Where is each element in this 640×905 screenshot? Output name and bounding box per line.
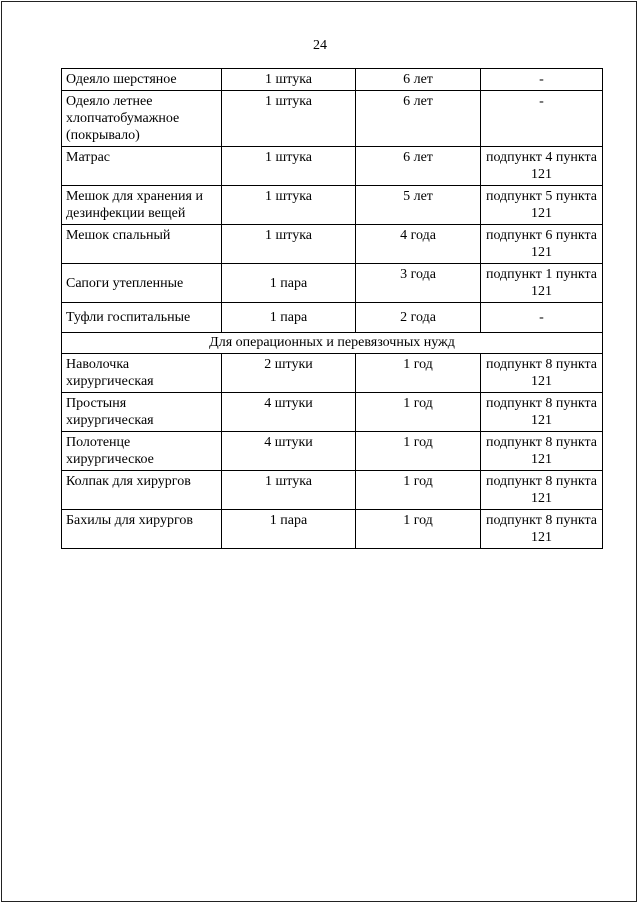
item-term: 3 года <box>356 264 481 303</box>
section-title: Для операционных и перевязочных нужд <box>62 333 603 354</box>
item-quantity: 1 штука <box>222 225 356 264</box>
item-quantity: 1 штука <box>222 147 356 186</box>
table-row <box>62 510 603 549</box>
item-note: - <box>481 303 603 333</box>
page-number: 24 <box>313 38 327 53</box>
item-note: - <box>481 69 603 91</box>
table-row <box>62 471 603 510</box>
item-note: подпункт 6 пункта 121 <box>481 225 603 264</box>
item-term: 1 год <box>356 510 481 549</box>
item-quantity: 2 штуки <box>222 354 356 393</box>
item-quantity: 1 пара <box>222 264 356 303</box>
item-quantity: 1 штука <box>222 69 356 91</box>
item-quantity: 1 пара <box>222 303 356 333</box>
item-term: 1 год <box>356 471 481 510</box>
item-term: 1 год <box>356 432 481 471</box>
item-name: Одеяло шерстяное <box>62 69 222 91</box>
item-name: Полотенце хирургическое <box>62 432 222 471</box>
item-term: 1 год <box>356 354 481 393</box>
item-quantity: 1 пара <box>222 510 356 549</box>
item-note: подпункт 1 пункта 121 <box>481 264 603 303</box>
table-row <box>62 303 603 333</box>
item-note: - <box>481 91 603 147</box>
item-name: Колпак для хирургов <box>62 471 222 510</box>
item-name: Мешок спальный <box>62 225 222 264</box>
item-term: 5 лет <box>356 186 481 225</box>
item-name: Бахилы для хирургов <box>62 510 222 549</box>
item-term: 2 года <box>356 303 481 333</box>
table-row <box>62 186 603 225</box>
item-note: подпункт 8 пункта 121 <box>481 393 603 432</box>
item-term: 4 года <box>356 225 481 264</box>
item-note: подпункт 4 пункта 121 <box>481 147 603 186</box>
item-quantity: 1 штука <box>222 91 356 147</box>
item-note: подпункт 8 пункта 121 <box>481 432 603 471</box>
item-quantity: 4 штуки <box>222 393 356 432</box>
table-row <box>62 225 603 264</box>
item-note: подпункт 8 пункта 121 <box>481 510 603 549</box>
item-name: Сапоги утепленные <box>62 264 222 303</box>
table-row <box>62 147 603 186</box>
item-note: подпункт 5 пункта 121 <box>481 186 603 225</box>
item-name: Туфли госпитальные <box>62 303 222 333</box>
item-quantity: 1 штука <box>222 471 356 510</box>
item-quantity: 1 штука <box>222 186 356 225</box>
item-name: Матрас <box>62 147 222 186</box>
item-quantity: 4 штуки <box>222 432 356 471</box>
table-row <box>62 69 603 91</box>
item-term: 6 лет <box>356 69 481 91</box>
item-note: подпункт 8 пункта 121 <box>481 471 603 510</box>
item-name: Мешок для хранения и дезинфекции вещей <box>62 186 222 225</box>
item-term: 1 год <box>356 393 481 432</box>
table-row <box>62 393 603 432</box>
item-term: 6 лет <box>356 147 481 186</box>
item-name: Одеяло летнее хлопчатобумажное (покрывало) <box>62 91 222 147</box>
table-row <box>62 264 603 303</box>
item-name: Наволочка хирургическая <box>62 354 222 393</box>
table-row <box>62 354 603 393</box>
item-term: 6 лет <box>356 91 481 147</box>
supply-table <box>61 68 603 549</box>
table-row <box>62 432 603 471</box>
table-row <box>62 91 603 147</box>
item-name: Простыня хирургическая <box>62 393 222 432</box>
section-row <box>62 333 603 354</box>
item-note: подпункт 8 пункта 121 <box>481 354 603 393</box>
